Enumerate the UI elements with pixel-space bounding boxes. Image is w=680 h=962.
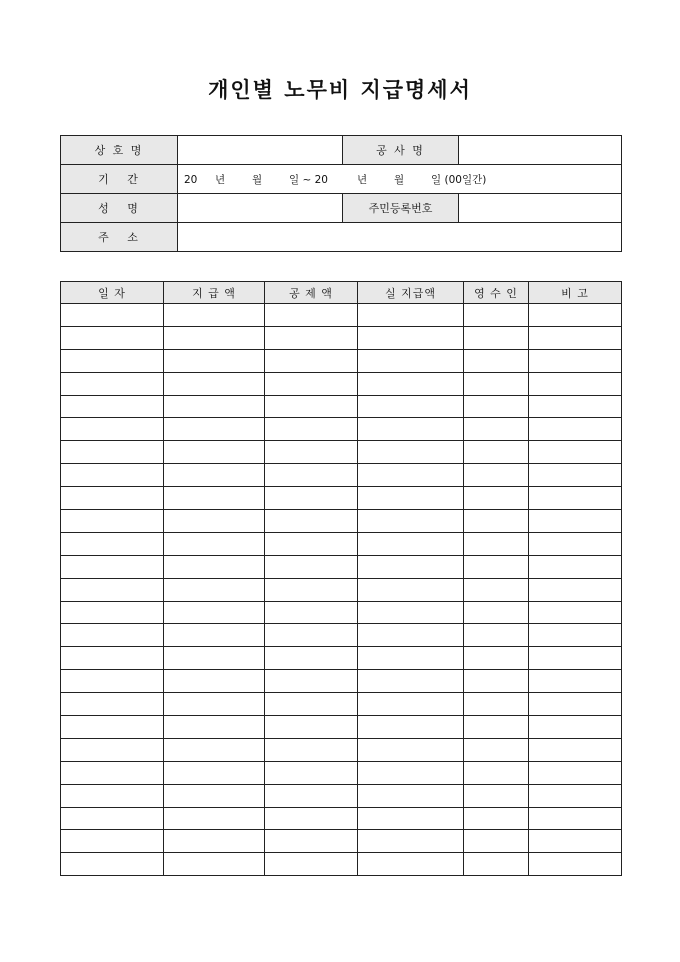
period-end-month-unit: 월 [394, 173, 405, 186]
ledger-row [61, 578, 622, 601]
date-cell[interactable] [61, 670, 164, 693]
recipient-signature-cell[interactable] [464, 418, 529, 441]
date-cell[interactable] [61, 395, 164, 418]
paid-amount-cell[interactable] [164, 326, 265, 349]
remarks-cell[interactable] [529, 624, 622, 647]
ledger-row [61, 807, 622, 830]
deduction-cell[interactable] [265, 418, 358, 441]
recipient-signature-cell[interactable] [464, 304, 529, 327]
ledger-row [61, 853, 622, 876]
recipient-signature-cell[interactable] [464, 349, 529, 372]
header-paid-amount: 지 급 액 [164, 282, 265, 304]
paid-amount-cell[interactable] [164, 372, 265, 395]
remarks-cell[interactable] [529, 487, 622, 510]
company-label: 상 호 명 [61, 136, 178, 165]
period-field[interactable] [178, 165, 622, 194]
paid-amount-cell[interactable] [164, 510, 265, 533]
info-row-company [61, 136, 622, 165]
period-end-year-unit: 년 [357, 173, 368, 186]
header-deduction: 공 제 액 [265, 282, 358, 304]
date-cell[interactable] [61, 441, 164, 464]
remarks-cell[interactable] [529, 761, 622, 784]
ledger-row [61, 830, 622, 853]
address-field[interactable] [178, 223, 622, 252]
paid-amount-cell[interactable] [164, 464, 265, 487]
deduction-cell[interactable] [265, 670, 358, 693]
net-paid-cell[interactable] [358, 853, 464, 876]
deduction-cell[interactable] [265, 624, 358, 647]
period-start-year-unit: 년 [215, 173, 226, 186]
ledger-row [61, 326, 622, 349]
date-cell[interactable] [61, 601, 164, 624]
remarks-cell[interactable] [529, 532, 622, 555]
remarks-cell[interactable] [529, 304, 622, 327]
period-start-day-and-end-year: 일 ~ 20 [289, 173, 328, 186]
ledger-row [61, 487, 622, 510]
deduction-cell[interactable] [265, 784, 358, 807]
recipient-signature-cell[interactable] [464, 578, 529, 601]
paid-amount-cell[interactable] [164, 601, 265, 624]
recipient-signature-cell[interactable] [464, 716, 529, 739]
company-field[interactable] [178, 136, 343, 165]
remarks-cell[interactable] [529, 601, 622, 624]
date-cell[interactable] [61, 349, 164, 372]
paid-amount-cell[interactable] [164, 304, 265, 327]
name-field[interactable] [178, 194, 343, 223]
recipient-signature-cell[interactable] [464, 372, 529, 395]
date-cell[interactable] [61, 510, 164, 533]
info-row-name [61, 194, 622, 223]
paid-amount-cell[interactable] [164, 738, 265, 761]
date-cell[interactable] [61, 418, 164, 441]
recipient-signature-cell[interactable] [464, 555, 529, 578]
date-cell[interactable] [61, 693, 164, 716]
date-cell[interactable] [61, 647, 164, 670]
net-paid-cell[interactable] [358, 532, 464, 555]
net-paid-cell[interactable] [358, 761, 464, 784]
info-row-period [61, 165, 622, 194]
net-paid-cell[interactable] [358, 601, 464, 624]
net-paid-cell[interactable] [358, 670, 464, 693]
recipient-signature-cell[interactable] [464, 326, 529, 349]
remarks-cell[interactable] [529, 418, 622, 441]
header-recipient-signature: 영 수 인 [464, 282, 529, 304]
date-cell[interactable] [61, 555, 164, 578]
remarks-cell[interactable] [529, 578, 622, 601]
deduction-cell[interactable] [265, 555, 358, 578]
project-field[interactable] [459, 136, 622, 165]
remarks-cell[interactable] [529, 784, 622, 807]
net-paid-cell[interactable] [358, 326, 464, 349]
ledger-row [61, 418, 622, 441]
ledger-row [61, 304, 622, 327]
address-label: 주 소 [61, 223, 178, 252]
ledger-row [61, 510, 622, 533]
recipient-signature-cell[interactable] [464, 441, 529, 464]
period-start-year: 20 [184, 173, 198, 186]
remarks-cell[interactable] [529, 693, 622, 716]
deduction-cell[interactable] [265, 578, 358, 601]
net-paid-cell[interactable] [358, 418, 464, 441]
deduction-cell[interactable] [265, 441, 358, 464]
recipient-signature-cell[interactable] [464, 761, 529, 784]
recipient-signature-cell[interactable] [464, 853, 529, 876]
remarks-cell[interactable] [529, 555, 622, 578]
date-cell[interactable] [61, 624, 164, 647]
resident-number-field[interactable] [459, 194, 622, 223]
paid-amount-cell[interactable] [164, 784, 265, 807]
recipient-signature-cell[interactable] [464, 807, 529, 830]
remarks-cell[interactable] [529, 464, 622, 487]
ledger-row [61, 784, 622, 807]
recipient-signature-cell[interactable] [464, 693, 529, 716]
date-cell[interactable] [61, 487, 164, 510]
ledger-row [61, 761, 622, 784]
net-paid-cell[interactable] [358, 464, 464, 487]
remarks-cell[interactable] [529, 349, 622, 372]
paid-amount-cell[interactable] [164, 487, 265, 510]
ledger-row [61, 670, 622, 693]
recipient-signature-cell[interactable] [464, 624, 529, 647]
net-paid-cell[interactable] [358, 784, 464, 807]
remarks-cell[interactable] [529, 326, 622, 349]
recipient-signature-cell[interactable] [464, 601, 529, 624]
net-paid-cell[interactable] [358, 807, 464, 830]
period-end-day-and-total: 일 (00일간) [431, 173, 487, 186]
ledger-row [61, 395, 622, 418]
net-paid-cell[interactable] [358, 304, 464, 327]
ledger-header-row [61, 282, 622, 304]
deduction-cell[interactable] [265, 647, 358, 670]
period-label: 기 간 [61, 165, 178, 194]
recipient-signature-cell[interactable] [464, 395, 529, 418]
paid-amount-cell[interactable] [164, 670, 265, 693]
remarks-cell[interactable] [529, 395, 622, 418]
info-row-address [61, 223, 622, 252]
ledger-row [61, 693, 622, 716]
remarks-cell[interactable] [529, 738, 622, 761]
ledger-row [61, 716, 622, 739]
payment-ledger-table [60, 281, 622, 876]
paid-amount-cell[interactable] [164, 624, 265, 647]
ledger-row [61, 372, 622, 395]
deduction-cell[interactable] [265, 601, 358, 624]
net-paid-cell[interactable] [358, 693, 464, 716]
paid-amount-cell[interactable] [164, 418, 265, 441]
deduction-cell[interactable] [265, 807, 358, 830]
deduction-cell[interactable] [265, 853, 358, 876]
name-label: 성 명 [61, 194, 178, 223]
recipient-signature-cell[interactable] [464, 532, 529, 555]
deduction-cell[interactable] [265, 304, 358, 327]
remarks-cell[interactable] [529, 853, 622, 876]
net-paid-cell[interactable] [358, 510, 464, 533]
ledger-row [61, 532, 622, 555]
project-label: 공 사 명 [343, 136, 459, 165]
net-paid-cell[interactable] [358, 830, 464, 853]
date-cell[interactable] [61, 738, 164, 761]
recipient-signature-cell[interactable] [464, 738, 529, 761]
deduction-cell[interactable] [265, 738, 358, 761]
date-cell[interactable] [61, 532, 164, 555]
ledger-row [61, 601, 622, 624]
ledger-row [61, 555, 622, 578]
date-cell[interactable] [61, 807, 164, 830]
deduction-cell[interactable] [265, 464, 358, 487]
net-paid-cell[interactable] [358, 716, 464, 739]
remarks-cell[interactable] [529, 670, 622, 693]
recipient-signature-cell[interactable] [464, 510, 529, 533]
date-cell[interactable] [61, 784, 164, 807]
net-paid-cell[interactable] [358, 578, 464, 601]
recipient-signature-cell[interactable] [464, 784, 529, 807]
deduction-cell[interactable] [265, 395, 358, 418]
paid-amount-cell[interactable] [164, 578, 265, 601]
deduction-cell[interactable] [265, 487, 358, 510]
paid-amount-cell[interactable] [164, 647, 265, 670]
ledger-body [61, 304, 622, 876]
date-cell[interactable] [61, 761, 164, 784]
net-paid-cell[interactable] [358, 395, 464, 418]
header-date: 일 자 [61, 282, 164, 304]
deduction-cell[interactable] [265, 761, 358, 784]
paid-amount-cell[interactable] [164, 830, 265, 853]
net-paid-cell[interactable] [358, 624, 464, 647]
ledger-row [61, 624, 622, 647]
recipient-signature-cell[interactable] [464, 647, 529, 670]
document-title: 개인별 노무비 지급명세서 [208, 77, 472, 102]
paid-amount-cell[interactable] [164, 532, 265, 555]
net-paid-cell[interactable] [358, 487, 464, 510]
deduction-cell[interactable] [265, 349, 358, 372]
date-cell[interactable] [61, 853, 164, 876]
remarks-cell[interactable] [529, 807, 622, 830]
paid-amount-cell[interactable] [164, 853, 265, 876]
paid-amount-cell[interactable] [164, 395, 265, 418]
deduction-cell[interactable] [265, 510, 358, 533]
paid-amount-cell[interactable] [164, 716, 265, 739]
date-cell[interactable] [61, 304, 164, 327]
remarks-cell[interactable] [529, 830, 622, 853]
recipient-signature-cell[interactable] [464, 464, 529, 487]
deduction-cell[interactable] [265, 326, 358, 349]
header-remarks: 비 고 [529, 282, 622, 304]
info-table [60, 135, 622, 252]
ledger-row [61, 464, 622, 487]
paid-amount-cell[interactable] [164, 555, 265, 578]
deduction-cell[interactable] [265, 693, 358, 716]
remarks-cell[interactable] [529, 441, 622, 464]
date-cell[interactable] [61, 716, 164, 739]
header-net-paid: 실 지급액 [358, 282, 464, 304]
remarks-cell[interactable] [529, 372, 622, 395]
recipient-signature-cell[interactable] [464, 830, 529, 853]
ledger-row [61, 647, 622, 670]
paid-amount-cell[interactable] [164, 761, 265, 784]
date-cell[interactable] [61, 578, 164, 601]
remarks-cell[interactable] [529, 647, 622, 670]
resident-number-label: 주민등록번호 [343, 194, 459, 223]
net-paid-cell[interactable] [358, 441, 464, 464]
remarks-cell[interactable] [529, 716, 622, 739]
deduction-cell[interactable] [265, 716, 358, 739]
date-cell[interactable] [61, 372, 164, 395]
net-paid-cell[interactable] [358, 647, 464, 670]
paid-amount-cell[interactable] [164, 807, 265, 830]
paid-amount-cell[interactable] [164, 441, 265, 464]
net-paid-cell[interactable] [358, 555, 464, 578]
deduction-cell[interactable] [265, 830, 358, 853]
date-cell[interactable] [61, 326, 164, 349]
recipient-signature-cell[interactable] [464, 670, 529, 693]
deduction-cell[interactable] [265, 372, 358, 395]
ledger-row [61, 738, 622, 761]
ledger-row [61, 349, 622, 372]
paid-amount-cell[interactable] [164, 693, 265, 716]
net-paid-cell[interactable] [358, 372, 464, 395]
ledger-row [61, 441, 622, 464]
recipient-signature-cell[interactable] [464, 487, 529, 510]
period-start-month-unit: 월 [252, 173, 263, 186]
paid-amount-cell[interactable] [164, 349, 265, 372]
net-paid-cell[interactable] [358, 349, 464, 372]
net-paid-cell[interactable] [358, 738, 464, 761]
deduction-cell[interactable] [265, 532, 358, 555]
date-cell[interactable] [61, 464, 164, 487]
remarks-cell[interactable] [529, 510, 622, 533]
date-cell[interactable] [61, 830, 164, 853]
